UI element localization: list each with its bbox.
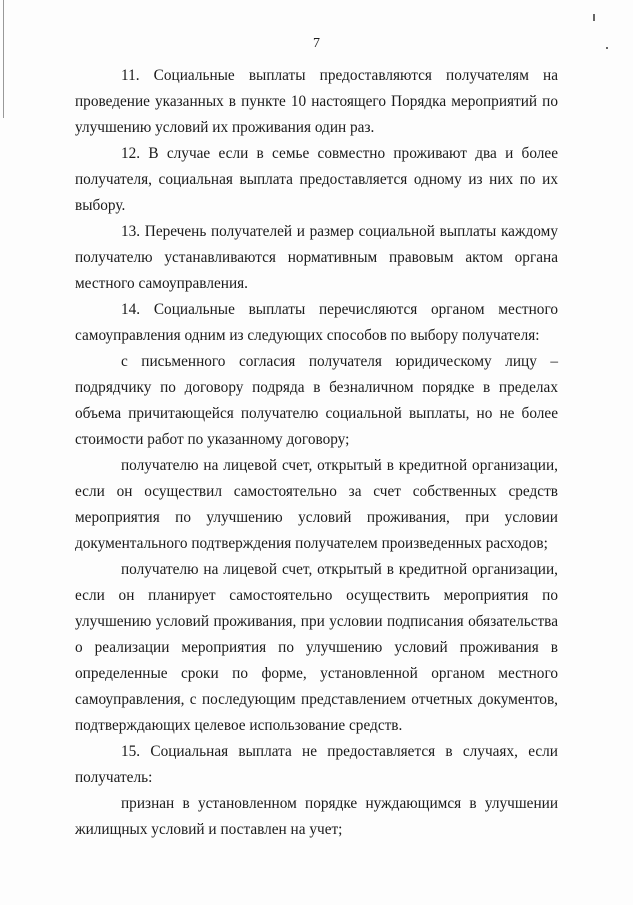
paragraph-14-option-reimbursement: получателю на лицевой счет, открытый в кредитной организации, если он осуществил самостоятельно за счет собственных средств мероприятия по улучшению условий проживания, при условии документального подтверждения получателем произведенных расходов; [75, 457, 558, 552]
paragraph-14: 14. Социальные выплаты перечисляются органом местного самоуправления одним из следующих способов по выбору получателя: [75, 301, 558, 344]
paragraph-11: 11. Социальные выплаты предоставляются получателям на проведение указанных в пункте 10 настоящего Порядка мероприятий по улучшению условий их проживания один раз. [75, 67, 558, 136]
paragraph-15: 15. Социальная выплата не предоставляется в случаях, если получатель: [75, 743, 558, 786]
paragraph-14-option-planned: получателю на лицевой счет, открытый в кредитной организации, если он планирует самостоятельно осуществить мероприятия по улучшению условий проживания, при условии подписания обязательства о реализации мероприятия по улучшению условий проживания в определенные сроки по форме, установленной органом местного самоуправления, с последующим представлением отчетных документов, подтверждающих целевое использование средств. [75, 561, 558, 734]
page-number: 7 [313, 36, 320, 51]
paragraph-13: 13. Перечень получателей и размер социальной выплаты каждому получателю устанавливаются нормативным правовым актом органа местного самоуправления. [75, 223, 558, 292]
document-body [75, 63, 558, 843]
paragraph-12: 12. В случае если в семье совместно проживают два и более получателя, социальная выплата предоставляется одному из них по их выбору. [75, 145, 558, 214]
scan-speck [593, 14, 595, 21]
paragraph-15-case-registered: признан в установленном порядке нуждающимся в улучшении жилищных условий и поставлен на учет; [75, 795, 558, 838]
scan-edge-mark [3, 0, 4, 118]
paragraph-14-option-contractor: с письменного согласия получателя юридическому лицу – подрядчику по договору подряда в безналичном порядке в пределах объема причитающейся получателю социальной выплаты, но не более стоимости работ по указанному договору; [75, 353, 558, 448]
